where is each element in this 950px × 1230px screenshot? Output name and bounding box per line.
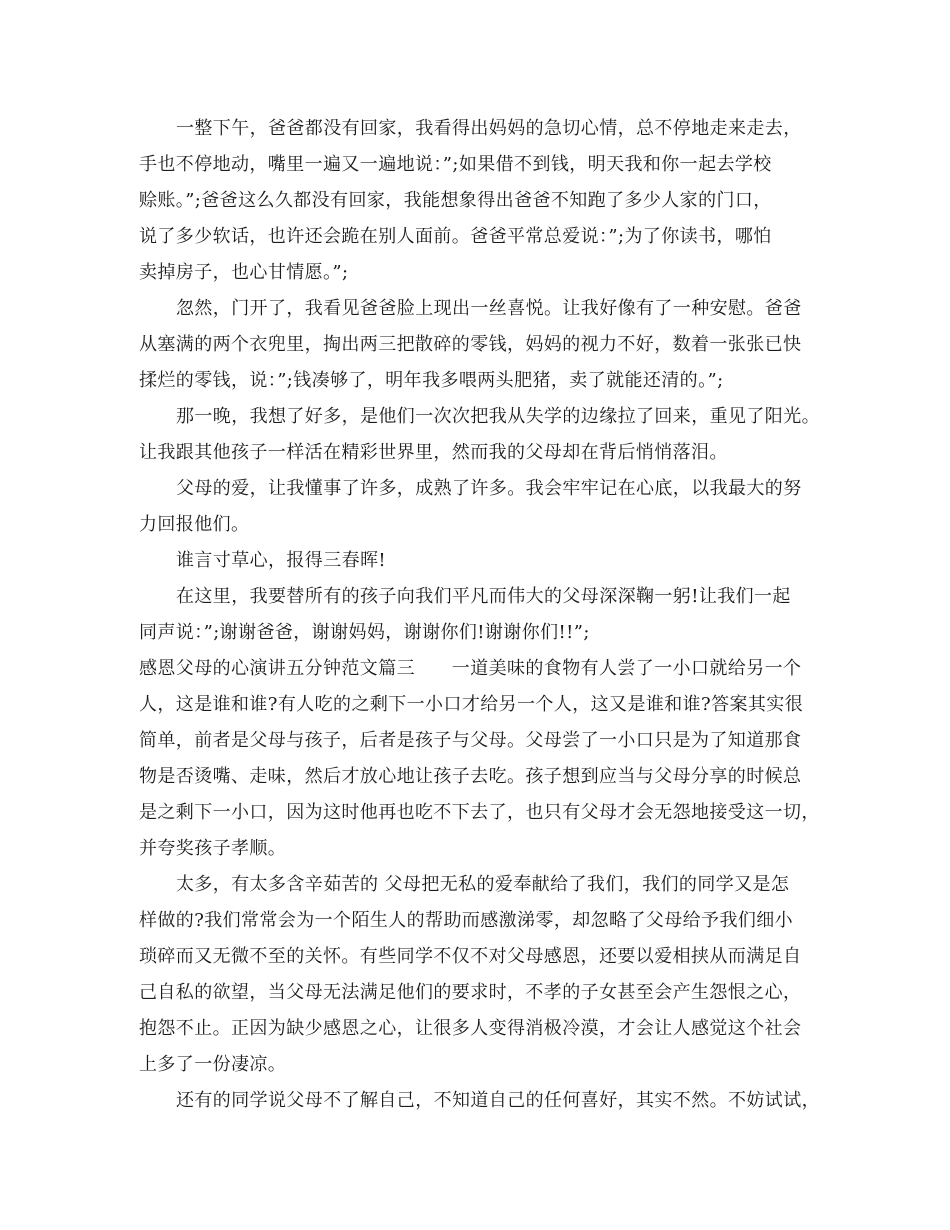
text-line-8: 揉烂的零钱，说：”;钱凑够了，明年我多喂两头肥猪，卖了就能还清的。”; [139,370,724,391]
text-line-2: 手也不停地动，嘴里一遍又一遍地说：”;如果借不到钱，明天我和你一起去学校 [139,154,772,175]
text-line-24: 琐碎而又无微不至的关怀。有些同学不仅不对父母感恩，还要以爱相挟从而满足自 [139,946,802,967]
text-line-17: 人，这是谁和谁?有人吃的之剩下一小口才给另一个人，这又是谁和谁?答案其实很 [139,694,804,715]
text-line-5: 卖掉房子，也心甘情愿。”; [139,262,349,283]
text-line-23: 样做的?我们常常会为一个陌生人的帮助而感激涕零，却忽略了父母给予我们细小 [139,910,794,931]
text-line-19: 物是否烫嘴、走味，然后才放心地让孩子去吃。孩子想到应当与父母分享的时候总 [139,766,802,787]
text-line-4: 说了多少软话，也许还会跪在别人面前。爸爸平常总爱说：”;为了你读书，哪怕 [139,226,772,247]
text-line-27: 上多了一份凄凉。 [139,1054,287,1075]
text-line-20: 是之剩下一小口，因为这时他再也吃不下去了，也只有父母才会无怨地接受这一切， [139,802,820,823]
text-line-7: 从塞满的两个衣兜里，掏出两三把散碎的零钱，妈妈的视力不好，数着一张张已快 [139,334,802,355]
text-line-3: 赊账。”;爸爸这么久都没有回家，我能想象得出爸爸不知跑了多少人家的门口， [139,190,772,211]
text-line-26: 抱怨不止。正因为缺少感恩之心，让很多人变得消极冷漠，才会让人感觉这个社会 [139,1018,802,1039]
text-line-13: 谁言寸草心，报得三春晖! [176,550,387,571]
text-line-6: 忽然，门开了，我看见爸爸脸上现出一丝喜悦。让我好像有了一种安慰。爸爸 [176,298,802,319]
text-line-21: 并夸奖孩子孝顺。 [139,838,287,859]
text-line-25: 己自私的欲望，当父母无法满足他们的要求时，不孝的子女甚至会产生怨恨之心， [139,982,802,1003]
text-line-22: 太多，有太多含辛茹苦的 父母把无私的爱奉献给了我们，我们的同学又是怎 [176,874,790,895]
text-line-10: 让我跟其他孩子一样活在精彩世界里，然而我的父母却在背后悄悄落泪。 [139,442,728,463]
text-line-11: 父母的爱，让我懂事了许多，成熟了许多。我会牢牢记在心底，以我最大的努 [176,478,802,499]
text-line-18: 简单，前者是父母与孩子，后者是孩子与父母。父母尝了一小口只是为了知道那食 [139,730,802,751]
text-line-15: 同声说：”;谢谢爸爸，谢谢妈妈，谢谢你们!谢谢你们!!”; [139,622,590,643]
text-line-16: 感恩父母的心演讲五分钟范文篇三 一道美味的食物有人尝了一小口就给另一个 [139,658,802,679]
text-line-12: 力回报他们。 [139,514,250,535]
text-line-14: 在这里，我要替所有的孩子向我们平凡而伟大的父母深深鞠一躬!让我们一起 [176,586,791,607]
text-line-28: 还有的同学说父母不了解自己，不知道自己的任何喜好，其实不然。不妨试试， [176,1090,820,1111]
text-line-9: 那一晚，我想了好多，是他们一次次把我从失学的边缘拉了回来，重见了阳光。 [176,406,820,427]
text-line-1: 一整下午，爸爸都没有回家，我看得出妈妈的急切心情，总不停地走来走去， [176,118,802,139]
